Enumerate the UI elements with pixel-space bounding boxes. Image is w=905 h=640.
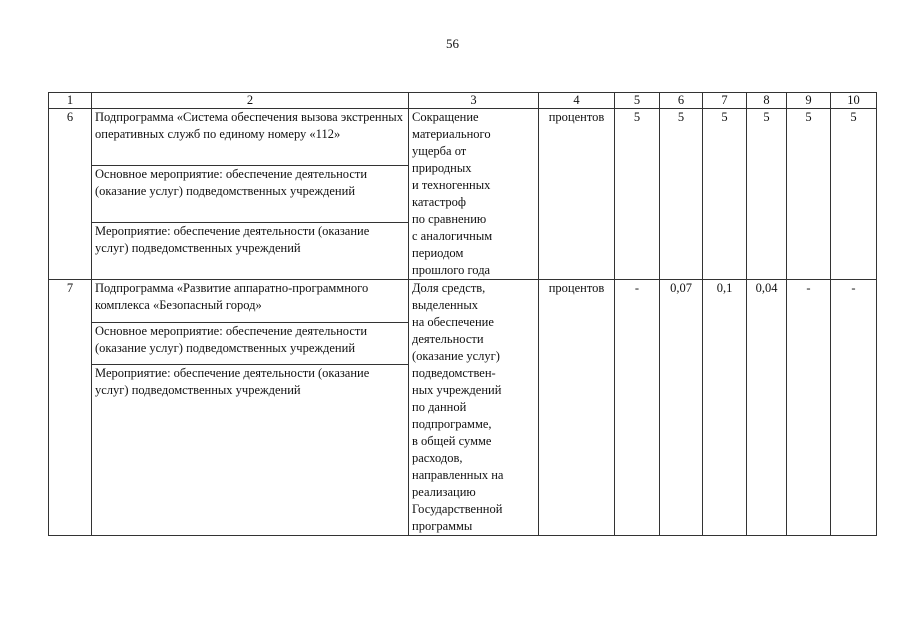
column-number: 2 bbox=[92, 93, 409, 109]
indicator-line: ных учреждений bbox=[412, 383, 502, 397]
indicator-line: Доля средств, bbox=[412, 281, 486, 295]
indicator-line: направленных на bbox=[412, 468, 504, 482]
value-cell: 5 bbox=[747, 109, 787, 280]
unit-cell: процентов bbox=[539, 109, 615, 280]
indicator-line: на обеспечение bbox=[412, 315, 494, 329]
indicator-line: по данной bbox=[412, 400, 467, 414]
value-cell: - bbox=[615, 280, 660, 536]
row-number: 7 bbox=[49, 280, 92, 536]
value-cell: - bbox=[831, 280, 877, 536]
indicator-line: подпрограмме, bbox=[412, 417, 492, 431]
indicator-cell bbox=[409, 280, 539, 536]
indicator-line: выделенных bbox=[412, 298, 479, 312]
column-number: 1 bbox=[49, 93, 92, 109]
unit-cell: процентов bbox=[539, 280, 615, 536]
indicator-line: прошлого года bbox=[412, 263, 491, 277]
value-cell: 5 bbox=[831, 109, 877, 280]
value-cell: 0,04 bbox=[747, 280, 787, 536]
indicator-line: природных bbox=[412, 161, 472, 175]
indicator-line: Сокращение bbox=[412, 110, 479, 124]
column-number: 5 bbox=[615, 93, 660, 109]
activity-cell: Мероприятие: обеспечение деятельности (оказание услуг) подведомственных учреждений bbox=[92, 223, 409, 280]
column-number: 4 bbox=[539, 93, 615, 109]
column-number-row bbox=[49, 93, 877, 109]
table-row bbox=[49, 280, 877, 323]
indicators-table bbox=[48, 92, 877, 536]
value-cell: 0,1 bbox=[703, 280, 747, 536]
indicator-line: и техногенных bbox=[412, 178, 491, 192]
row-number: 6 bbox=[49, 109, 92, 280]
indicator-line: (оказание услуг) bbox=[412, 349, 500, 363]
indicator-line: расходов, bbox=[412, 451, 463, 465]
indicator-line: деятельности bbox=[412, 332, 484, 346]
value-cell: 5 bbox=[660, 109, 703, 280]
value-cell: - bbox=[787, 280, 831, 536]
indicator-line: катастроф bbox=[412, 195, 467, 209]
column-number: 9 bbox=[787, 93, 831, 109]
indicator-line: программы bbox=[412, 519, 473, 533]
subprogram-cell: Подпрограмма «Система обеспечения вызова экстренных оперативных служб по единому номеру «112» bbox=[92, 109, 409, 166]
indicator-line: подведомствен- bbox=[412, 366, 496, 380]
column-number: 10 bbox=[831, 93, 877, 109]
indicator-line: реализацию bbox=[412, 485, 476, 499]
indicator-line: с аналогичным bbox=[412, 229, 493, 243]
column-number: 3 bbox=[409, 93, 539, 109]
indicator-line: периодом bbox=[412, 246, 464, 260]
main-activity-cell: Основное мероприятие: обеспечение деятельности (оказание услуг) подведомственных учреждений bbox=[92, 322, 409, 365]
subprogram-cell: Подпрограмма «Развитие аппаратно-программного комплекса «Безопасный город» bbox=[92, 280, 409, 323]
column-number: 6 bbox=[660, 93, 703, 109]
page-number: 56 bbox=[446, 36, 459, 51]
column-number: 7 bbox=[703, 93, 747, 109]
indicator-line: в общей сумме bbox=[412, 434, 492, 448]
column-number: 8 bbox=[747, 93, 787, 109]
indicator-cell bbox=[409, 109, 539, 280]
value-cell: 5 bbox=[703, 109, 747, 280]
value-cell: 5 bbox=[787, 109, 831, 280]
indicator-line: материального bbox=[412, 127, 491, 141]
activity-cell: Мероприятие: обеспечение деятельности (оказание услуг) подведомственных учреждений bbox=[92, 365, 409, 536]
value-cell: 0,07 bbox=[660, 280, 703, 536]
indicator-line: ущерба от bbox=[412, 144, 467, 158]
indicator-line: Государственной bbox=[412, 502, 503, 516]
indicator-line: по сравнению bbox=[412, 212, 487, 226]
table-row bbox=[49, 109, 877, 166]
value-cell: 5 bbox=[615, 109, 660, 280]
main-activity-cell: Основное мероприятие: обеспечение деятельности (оказание услуг) подведомственных учреждений bbox=[92, 166, 409, 223]
